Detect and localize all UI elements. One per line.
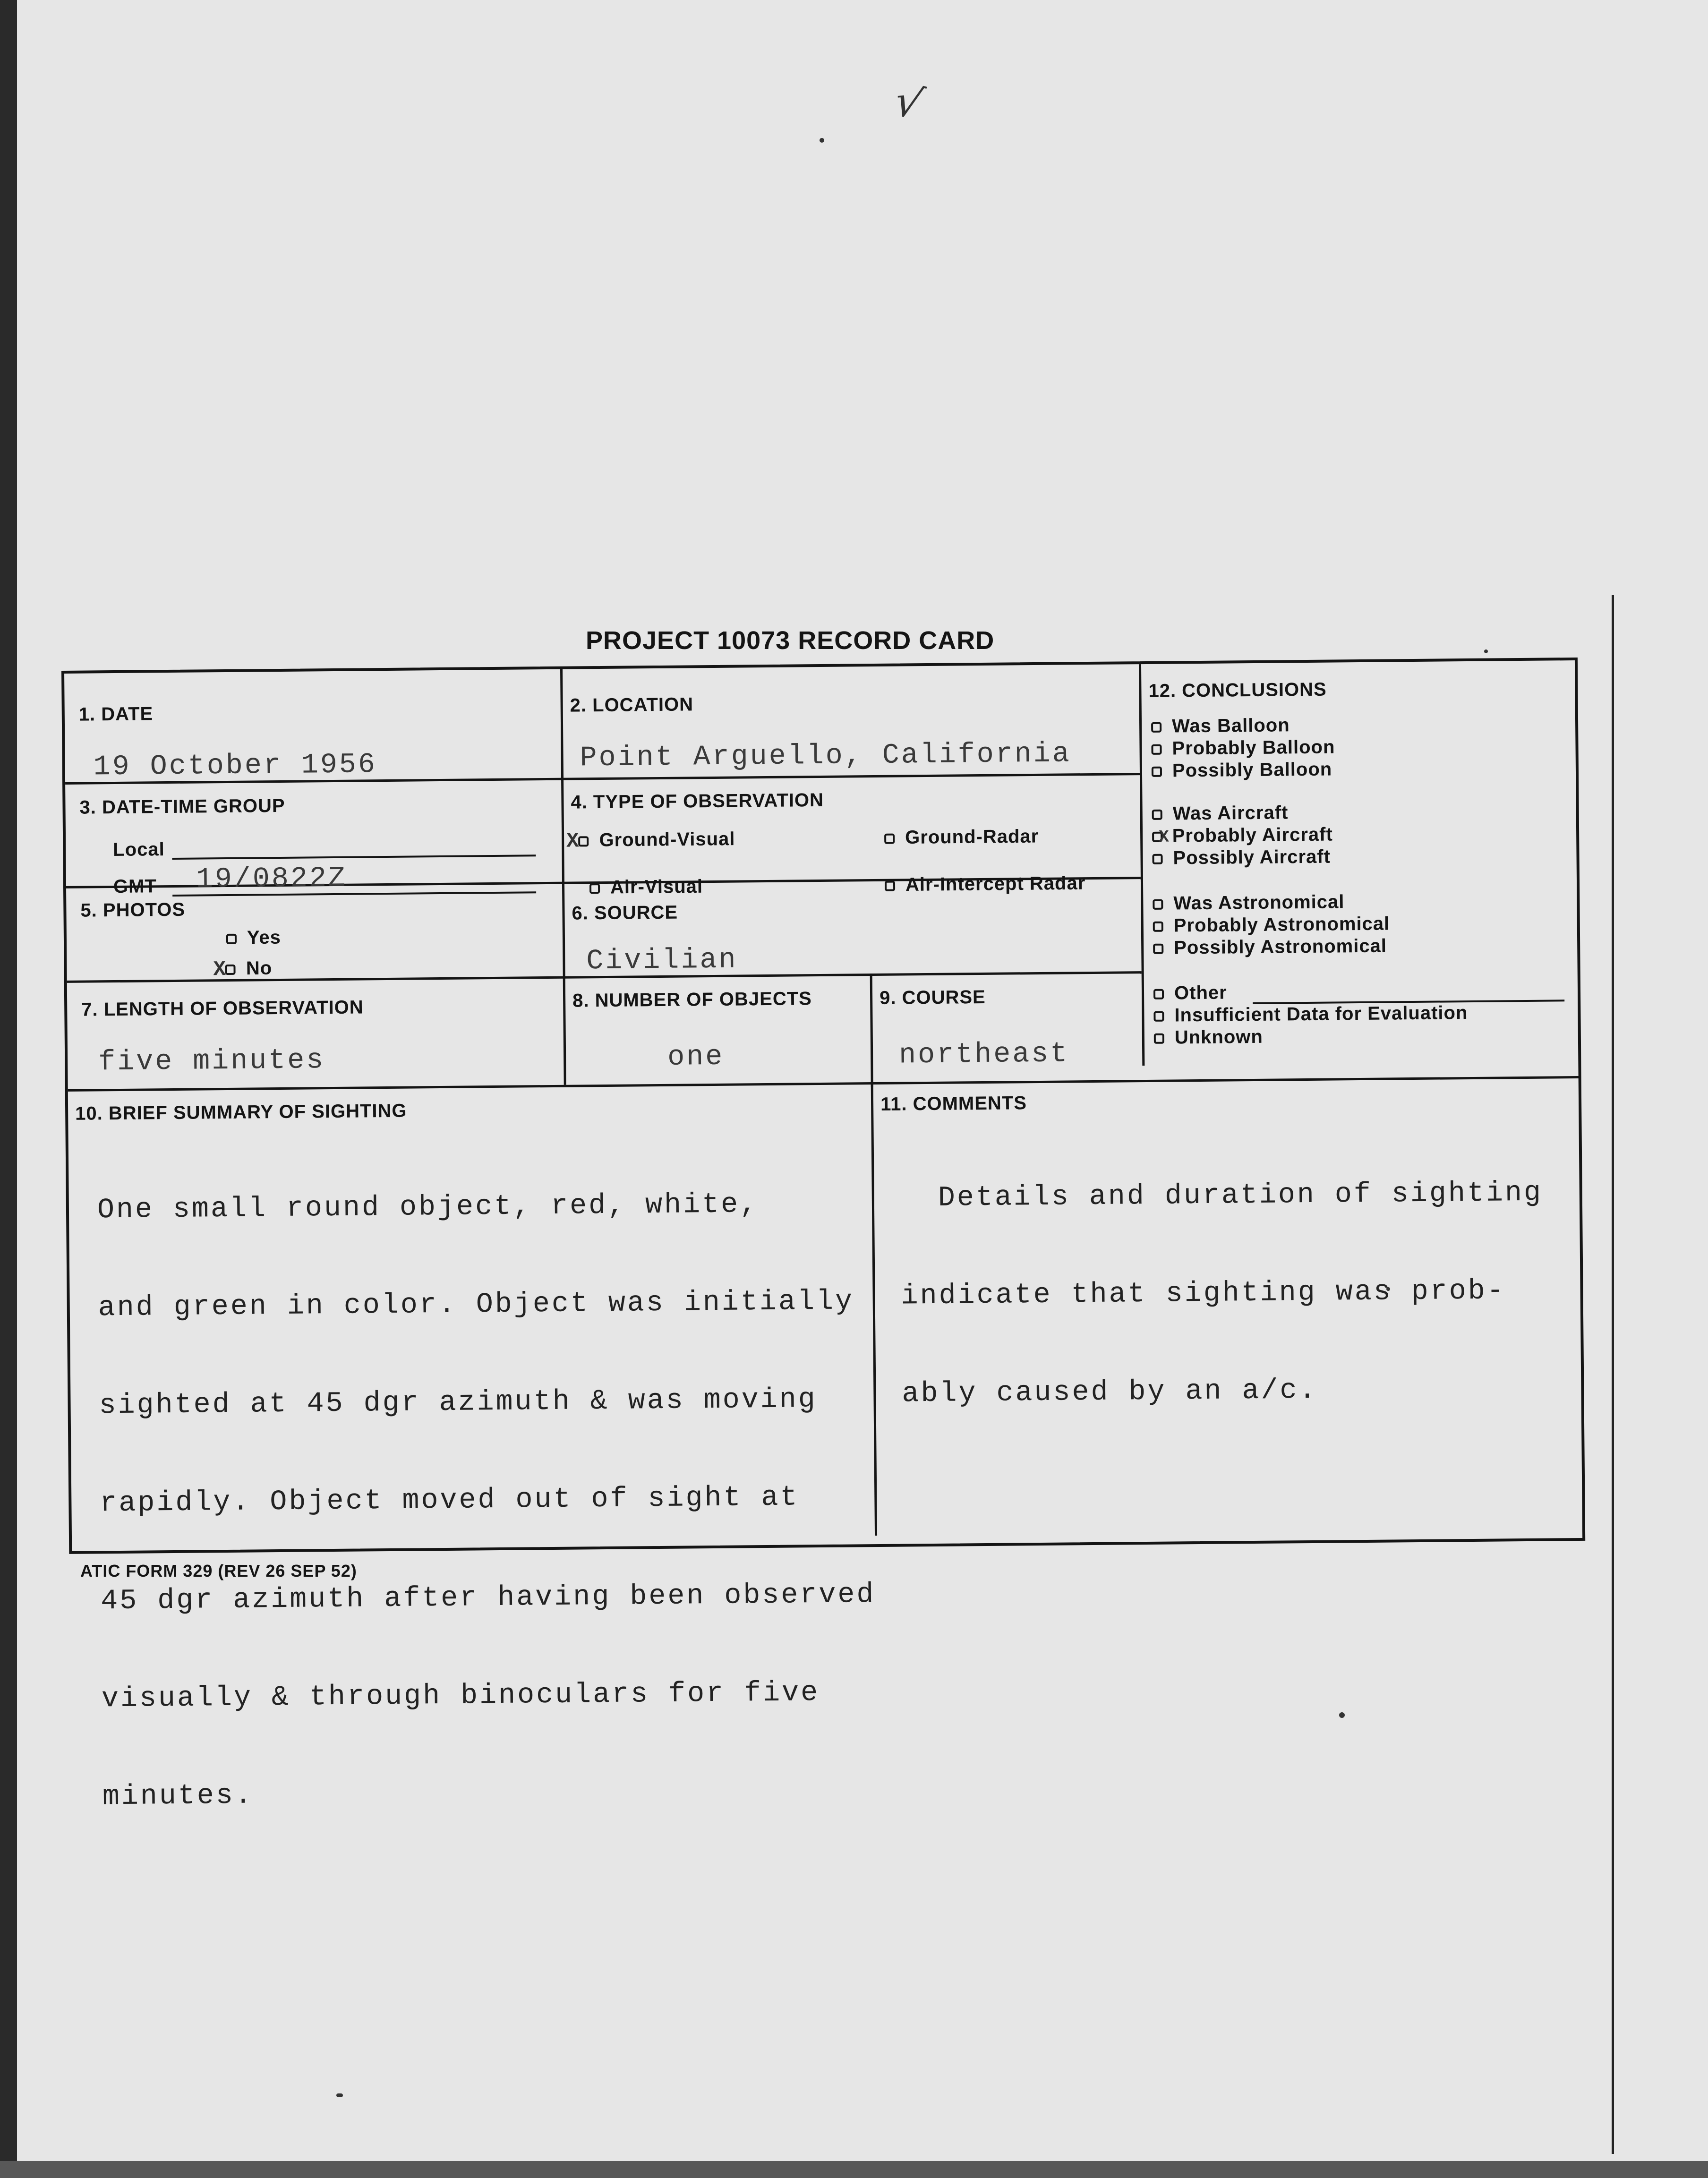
x-check-mark: X bbox=[566, 829, 580, 854]
comments-text bbox=[899, 1112, 1545, 1476]
summary-text bbox=[96, 1122, 878, 1879]
checkbox-icon bbox=[1153, 989, 1164, 999]
speck bbox=[820, 138, 824, 143]
x-check-mark: X bbox=[1158, 827, 1170, 847]
location-label: 2. LOCATION bbox=[570, 694, 694, 716]
summary-line: visually & through binoculars for five bbox=[101, 1677, 820, 1716]
source-value: Civilian bbox=[586, 944, 738, 978]
checkbox-icon bbox=[1153, 1011, 1164, 1022]
conclusion-probably-aircraft[interactable]: X Probably Aircraft bbox=[1152, 824, 1333, 847]
form-number: ATIC FORM 329 (REV 26 SEP 52) bbox=[80, 1561, 357, 1580]
conclusion-other[interactable]: Other bbox=[1153, 982, 1227, 1004]
x-check-mark: X bbox=[213, 957, 227, 982]
date-label: 1. DATE bbox=[78, 703, 154, 725]
type-of-observation-label: 4. TYPE OF OBSERVATION bbox=[571, 789, 824, 813]
checkbox-icon bbox=[589, 883, 600, 894]
checkbox-icon bbox=[1152, 854, 1162, 864]
photos-yes-option[interactable]: Yes bbox=[227, 927, 281, 951]
checkbox-icon bbox=[225, 965, 236, 975]
local-field-line bbox=[172, 854, 536, 860]
ground-radar-option[interactable]: Ground-Radar bbox=[885, 826, 1039, 851]
summary-label: 10. BRIEF SUMMARY OF SIGHTING bbox=[75, 1100, 407, 1124]
date-value: 19 October 1956 bbox=[93, 749, 377, 784]
gmt-value: 19/0822Z bbox=[196, 862, 348, 896]
divider bbox=[1139, 664, 1144, 1066]
comments-line: indicate that sighting was prob- bbox=[901, 1275, 1506, 1313]
divider bbox=[68, 1076, 1580, 1092]
local-label: Local bbox=[113, 839, 165, 861]
summary-line: One small round object, red, white, bbox=[97, 1188, 759, 1227]
conclusion-possibly-astronomical[interactable]: Possibly Astronomical bbox=[1153, 936, 1387, 959]
summary-line: minutes. bbox=[102, 1779, 254, 1813]
conclusion-was-astronomical[interactable]: Was Astronomical bbox=[1153, 891, 1344, 914]
conclusion-insufficient-data[interactable]: Insufficient Data for Evaluation bbox=[1153, 1002, 1468, 1026]
source-label: 6. SOURCE bbox=[572, 902, 678, 924]
date-time-group-label: 3. DATE-TIME GROUP bbox=[79, 795, 285, 818]
check-mark-handwritten: √ bbox=[889, 75, 928, 130]
summary-line: sighted at 45 dgr azimuth & was moving bbox=[99, 1384, 818, 1422]
speck bbox=[336, 2093, 343, 2097]
conclusion-possibly-aircraft[interactable]: Possibly Aircraft bbox=[1152, 846, 1331, 869]
conclusions-label: 12. CONCLUSIONS bbox=[1148, 679, 1327, 701]
air-visual-option[interactable]: Air-Visual bbox=[590, 876, 703, 900]
conclusion-was-balloon[interactable]: Was Balloon bbox=[1151, 715, 1290, 737]
divider bbox=[870, 974, 873, 1087]
checkbox-icon bbox=[884, 834, 895, 844]
checkbox-icon bbox=[1153, 899, 1163, 910]
checkbox-icon bbox=[1154, 1033, 1164, 1044]
ground-visual-option[interactable]: X Ground-Visual bbox=[566, 828, 735, 854]
checkbox-icon bbox=[885, 881, 895, 891]
divider bbox=[560, 669, 566, 1085]
conclusion-probably-balloon[interactable]: Probably Balloon bbox=[1151, 736, 1335, 759]
photos-label: 5. PHOTOS bbox=[80, 899, 186, 921]
checkbox-icon bbox=[1152, 767, 1162, 777]
conclusion-was-aircraft[interactable]: Was Aircraft bbox=[1152, 802, 1289, 825]
length-of-observation-label: 7. LENGTH OF OBSERVATION bbox=[81, 997, 364, 1020]
comments-label: 11. COMMENTS bbox=[880, 1093, 1027, 1115]
page-edge-line bbox=[1612, 595, 1614, 2154]
photos-no-option[interactable]: X No bbox=[213, 957, 273, 982]
checkbox-icon bbox=[1153, 944, 1163, 954]
comments-line: Details and duration of sighting bbox=[938, 1177, 1543, 1214]
conclusion-unknown[interactable]: Unknown bbox=[1154, 1026, 1263, 1049]
card-title: PROJECT 10073 RECORD CARD bbox=[586, 626, 995, 655]
conclusion-probably-astronomical[interactable]: Probably Astronomical bbox=[1153, 913, 1390, 936]
checkbox-icon bbox=[1151, 744, 1161, 755]
checkbox-icon bbox=[579, 836, 589, 846]
comments-line: ably caused by an a/c. bbox=[902, 1374, 1318, 1410]
conclusion-possibly-balloon[interactable]: Possibly Balloon bbox=[1152, 759, 1332, 782]
scan-border bbox=[0, 2161, 1708, 2178]
number-of-objects-value: one bbox=[667, 1041, 725, 1074]
checkbox-icon bbox=[1152, 810, 1162, 820]
number-of-objects-label: 8. NUMBER OF OBJECTS bbox=[572, 988, 812, 1011]
checkbox-icon bbox=[226, 934, 237, 944]
course-value: northeast bbox=[898, 1038, 1069, 1072]
summary-line: 45 dgr azimuth after having been observed bbox=[100, 1579, 876, 1618]
summary-line: rapidly. Object moved out of sight at bbox=[100, 1481, 799, 1520]
length-of-observation-value: five minutes bbox=[98, 1044, 325, 1079]
air-intercept-radar-option[interactable]: Air-Intercept Radar bbox=[886, 872, 1086, 898]
checkbox-icon bbox=[1151, 722, 1161, 733]
summary-line: and green in color. Object was initially bbox=[98, 1285, 854, 1324]
speck bbox=[1339, 1712, 1345, 1718]
speck bbox=[1484, 649, 1488, 653]
course-label: 9. COURSE bbox=[879, 986, 986, 1008]
gmt-label: GMT bbox=[113, 876, 157, 897]
location-value: Point Arguello, California bbox=[580, 738, 1072, 775]
checkbox-icon bbox=[1153, 922, 1163, 932]
